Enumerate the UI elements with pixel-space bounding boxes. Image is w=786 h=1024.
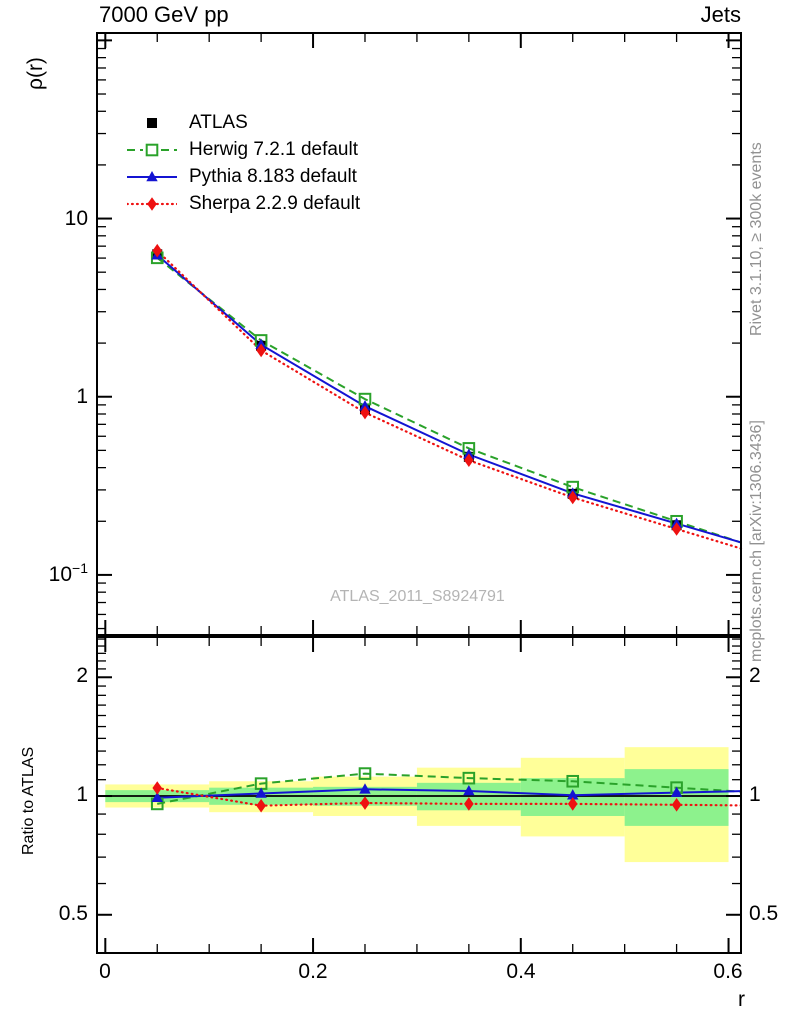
ytick-ratio-left-2: 2 <box>76 664 88 687</box>
legend-label-atlas: ATLAS <box>189 111 248 133</box>
legend-swatch-sherpa <box>127 195 177 213</box>
legend-item-sherpa <box>127 190 360 217</box>
legend-item-pythia <box>127 163 357 190</box>
legend-label-herwig: Herwig 7.2.1 default <box>189 138 358 160</box>
xtick-0p2: 0.2 <box>298 960 328 983</box>
legend-marker-1 <box>147 144 158 155</box>
legend-swatch-atlas <box>127 114 177 132</box>
side-note-rivet: Rivet 3.1.10, ≥ 300k events <box>748 142 765 336</box>
y-axis-label-main: ρ(r) <box>24 57 47 90</box>
ytick-ratio-right-2: 2 <box>749 664 761 687</box>
legend-label-sherpa: Sherpa 2.2.9 default <box>189 192 361 214</box>
ytick-ratio-right-0p5: 0.5 <box>749 902 779 925</box>
series-line-main-3 <box>157 251 741 549</box>
y-axis-label-ratio: Ratio to ATLAS <box>20 746 37 855</box>
watermark-analysis-id: ATLAS_2011_S8924791 <box>330 588 505 605</box>
legend-label-pythia: Pythia 8.183 default <box>189 165 357 187</box>
plot-title-right: Jets <box>700 2 741 27</box>
legend-swatch-pythia <box>127 168 177 186</box>
side-note-mcplots: mcplots.cern.ch [arXiv:1306.3436] <box>748 420 765 662</box>
ytick-ratio-left-1: 1 <box>76 783 88 806</box>
legend-marker-0 <box>148 118 157 127</box>
x-axis-label: r <box>738 988 745 1011</box>
legend-item-herwig <box>127 136 358 163</box>
series-line-main-2 <box>157 255 741 542</box>
legend-item-atlas <box>127 109 248 136</box>
xtick-0: 0 <box>99 960 111 983</box>
series-line-main-1 <box>157 258 741 543</box>
legend-swatch-herwig <box>127 141 177 159</box>
xtick-0p4: 0.4 <box>506 960 536 983</box>
plot-title: 7000 GeV pp <box>99 2 229 27</box>
ytick-ratio-right-1: 1 <box>749 783 761 806</box>
series-markers-main <box>152 244 683 536</box>
legend-marker-3 <box>147 197 157 211</box>
ytick-main-1: 1 <box>76 385 88 408</box>
xtick-0p6: 0.6 <box>713 960 743 983</box>
ytick-ratio-left-0p5: 0.5 <box>58 902 88 925</box>
ytick-main-0p1: $10^{-1}$ <box>48 560 88 586</box>
uncertainty-band-green-bin5 <box>625 769 729 826</box>
ytick-main-10: 10 <box>64 207 88 230</box>
